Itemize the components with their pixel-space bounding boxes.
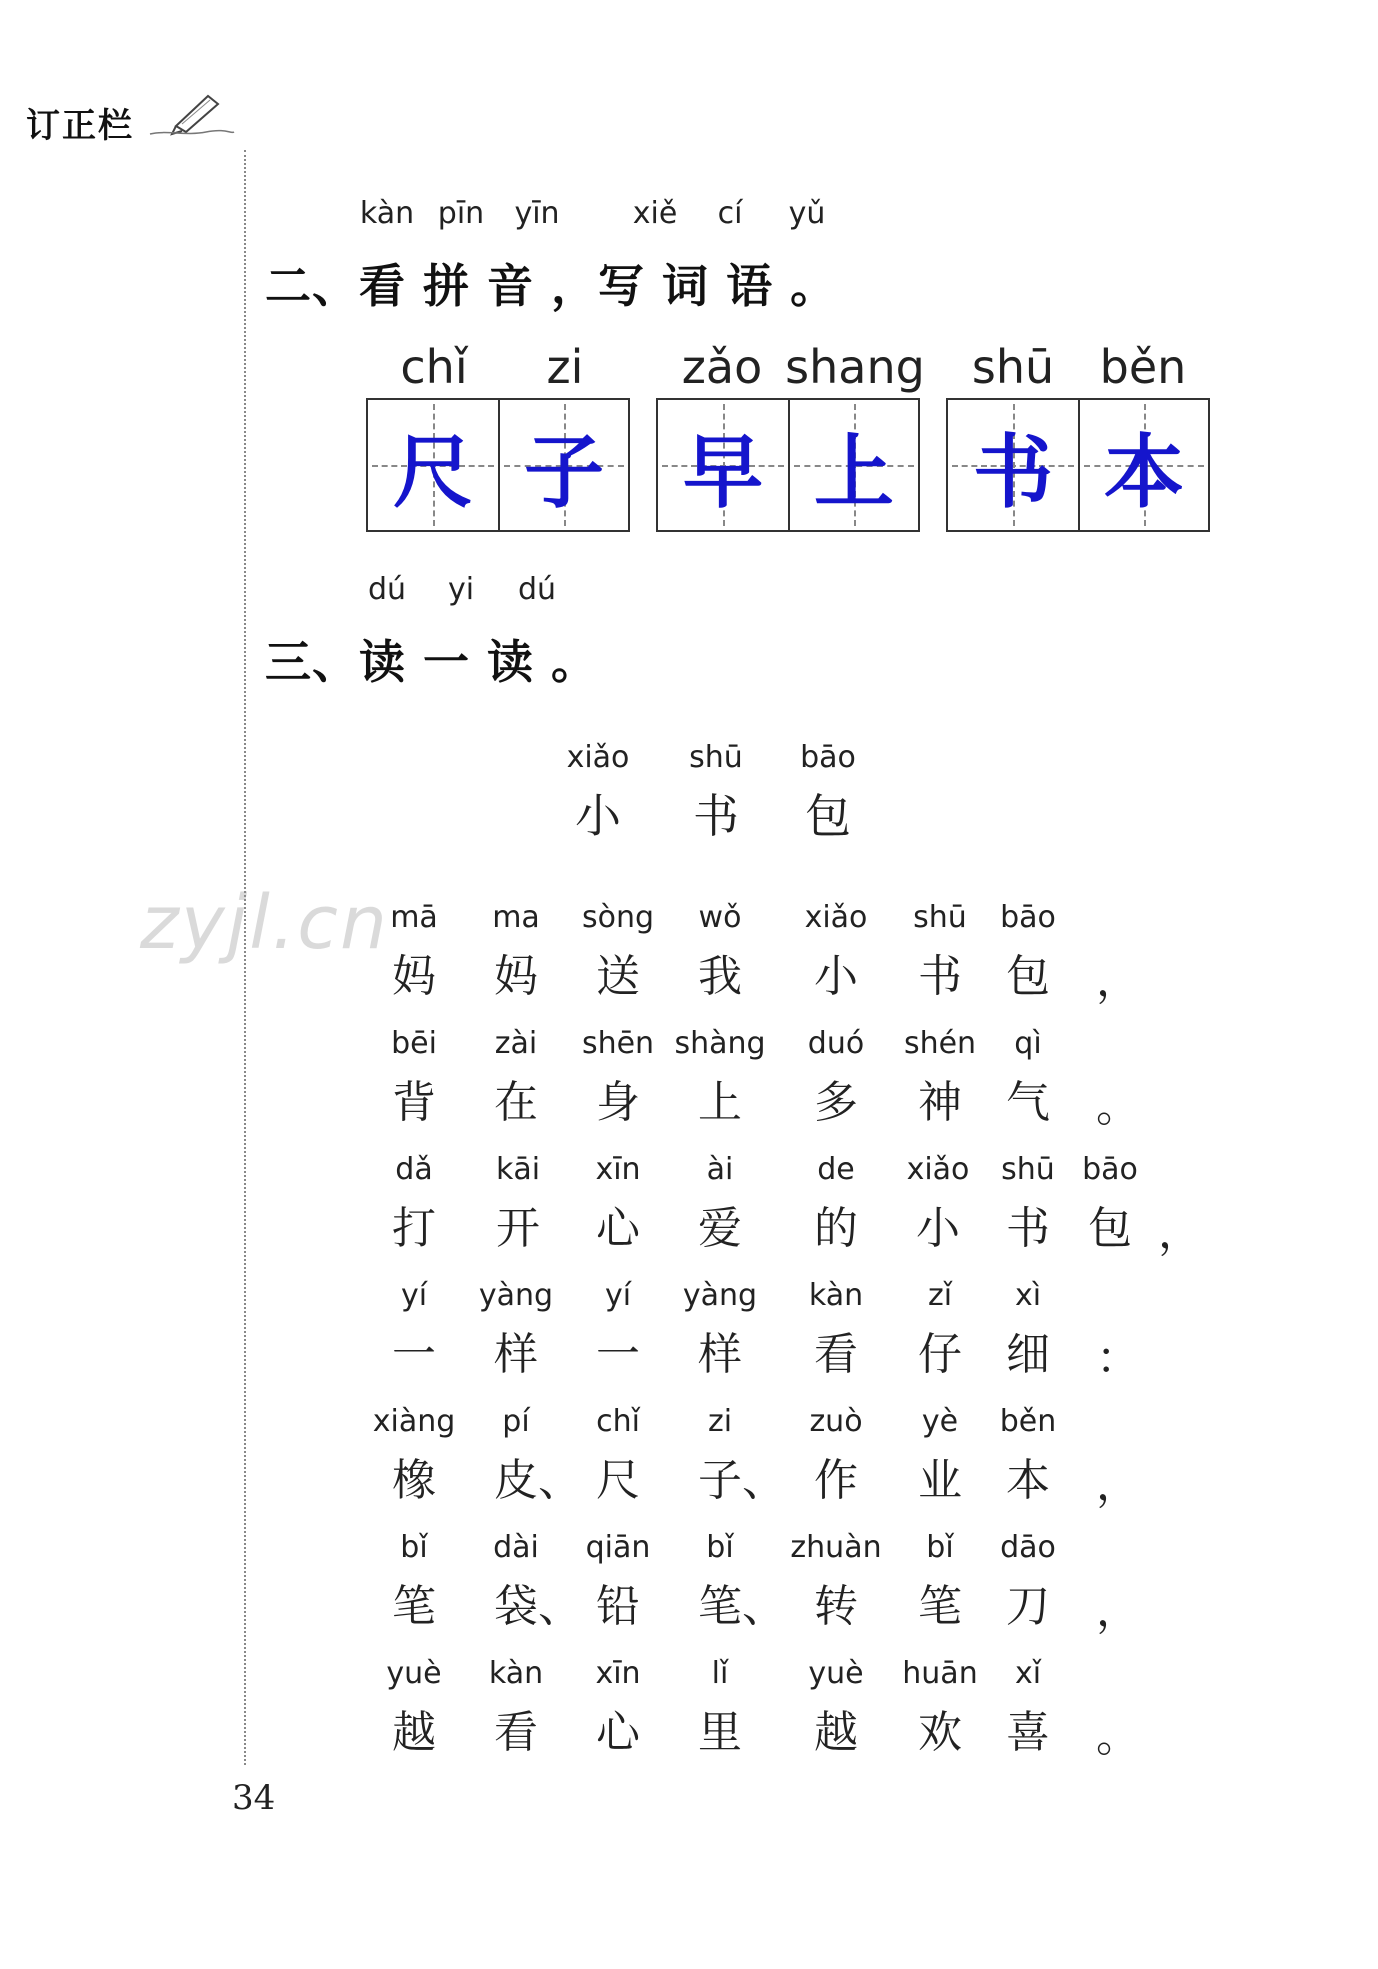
word-pinyin: chǐ [400,340,468,394]
poem-char: 小 [916,1203,960,1254]
poem-pinyin: mā [390,900,438,935]
poem-pinyin: yuè [386,1656,442,1691]
poem-char: 我 [698,951,742,1002]
grid-cell [658,400,788,530]
poem-pinyin: xīn [595,1656,641,1691]
heading-pinyin: yi [447,572,475,607]
grid-char: 尺 [393,424,473,519]
poem-pinyin: chǐ [596,1404,640,1439]
poem-pinyin: xiǎo [804,900,868,935]
poem-punctuation: ， [1096,1585,1140,1636]
poem-char: 气 [1006,1077,1050,1128]
poem-pinyin: bǐ [926,1530,954,1565]
poem-pinyin: ài [706,1152,734,1187]
poem-pinyin: de [817,1152,855,1187]
section-3-heading [265,572,598,692]
poem-pinyin: xīn [595,1152,641,1187]
poem-pinyin: dài [493,1530,539,1565]
poem-pinyin: dāo [1000,1530,1056,1565]
poem-pinyin: ma [492,900,540,935]
writing-grid [946,398,1210,532]
poem-char: 笔 [392,1581,436,1632]
poem-char: 开 [496,1203,540,1254]
grid-cell [498,400,628,530]
poem-char: 书 [918,951,962,1002]
poem-pinyin: bēi [391,1026,437,1061]
poem-punctuation: ， [1096,1459,1140,1510]
word-pinyin: zi [546,340,584,394]
poem-pinyin: shén [903,1026,977,1061]
poem-char: 包 [1006,951,1050,1002]
poem-pinyin: bāo [1082,1152,1138,1187]
poem-pinyin: kàn [808,1278,864,1313]
poem-char: 笔、 [698,1581,786,1632]
poem-pinyin: pí [502,1404,530,1439]
poem-char: 喜 [1006,1707,1050,1758]
poem-pinyin: zhuàn [790,1530,882,1565]
grid-char: 书 [973,424,1053,519]
poem-punctuation: ： [1096,1333,1140,1384]
poem-pinyin: qiān [585,1530,651,1565]
grid-char: 本 [1104,424,1184,519]
poem-char: 刀 [1006,1581,1050,1632]
heading-pinyin: dú [367,572,407,607]
poem-pinyin: yàng [682,1278,758,1313]
poem-pinyin: xiàng [372,1404,456,1439]
poem-pinyin: kàn [488,1656,544,1691]
poem-title-char: 书 [693,789,739,843]
heading-pinyin: yǔ [788,196,826,231]
poem-char: 书 [1006,1203,1050,1254]
pencil-icon [146,86,236,136]
poem-pinyin: zi [707,1404,733,1439]
writing-grid [366,398,630,532]
poem-char: 欢 [918,1707,962,1758]
poem-char: 越 [814,1707,858,1758]
grid-char: 早 [683,424,763,519]
section-2-heading [265,196,837,316]
poem-char: 小 [814,951,858,1002]
poem-pinyin: shū [1001,1152,1055,1187]
poem-char: 转 [814,1581,858,1632]
poem-char: 尺 [596,1455,640,1506]
poem-pinyin: xǐ [1014,1656,1042,1691]
poem-pinyin: yàng [478,1278,554,1313]
grid-cell [1078,400,1208,530]
heading-pinyin: yīn [514,196,560,231]
poem-pinyin: qì [1014,1026,1042,1061]
poem-pinyin: yè [921,1404,959,1439]
poem-char: 在 [494,1077,538,1128]
poem-char: 一 [596,1329,640,1380]
grid-cell [948,400,1078,530]
poem-char: 皮、 [494,1455,582,1506]
poem-char: 样 [698,1329,742,1380]
grid-cell [788,400,918,530]
poem-char: 多 [814,1077,858,1128]
poem-pinyin: bǐ [400,1530,428,1565]
heading-pinyin: dú [517,572,557,607]
poem-char: 越 [392,1707,436,1758]
poem-char: 背 [392,1077,436,1128]
poem-punctuation: 。 [1096,1081,1140,1132]
poem-punctuation: ， [1158,1207,1202,1258]
poem-pinyin: xiǎo [906,1152,970,1187]
word-pinyin: shū [971,340,1055,394]
page-number: 34 [232,1778,276,1818]
poem-char: 仔 [918,1329,962,1380]
poem-pinyin: lǐ [711,1656,729,1691]
word-pinyin: běn [1099,340,1187,394]
poem-title-char: 包 [805,789,851,843]
poem-char: 妈 [494,951,538,1002]
heading-pinyin: cí [717,196,743,231]
heading-pinyin: kàn [359,196,415,231]
poem-pinyin: wǒ [698,900,742,935]
poem-pinyin: běn [999,1404,1057,1439]
poem-char: 业 [918,1455,962,1506]
poem-char: 样 [494,1329,538,1380]
poem-pinyin: duó [807,1026,865,1061]
poem-pinyin: sòng [581,900,655,935]
poem-pinyin: xì [1014,1278,1042,1313]
poem-pinyin: zuò [809,1404,863,1439]
poem-pinyin: yuè [808,1656,864,1691]
poem-pinyin: zǐ [927,1278,953,1313]
poem-char: 的 [814,1203,858,1254]
poem-char: 包 [1088,1203,1132,1254]
poem-title-pinyin: shū [689,740,743,775]
poem-title-char: 小 [575,789,621,843]
poem-char: 铅 [596,1581,640,1632]
poem-char: 身 [596,1077,640,1128]
poem-char: 妈 [392,951,436,1002]
poem-char: 橡 [392,1455,436,1506]
poem-title-pinyin: xiǎo [566,740,630,775]
poem-char: 笔 [918,1581,962,1632]
poem-char: 看 [494,1707,538,1758]
watermark: zyjl.cn [140,880,389,966]
poem-pinyin: yí [604,1278,632,1313]
poem-pinyin: bāo [1000,900,1056,935]
word-pinyin: shang [785,340,925,394]
poem-char: 子、 [698,1455,786,1506]
poem-punctuation: 。 [1096,1711,1140,1762]
poem-pinyin: shēn [581,1026,655,1061]
poem-pinyin: zài [494,1026,538,1061]
poem-char: 一 [392,1329,436,1380]
poem-char: 袋、 [494,1581,582,1632]
poem-char: 心 [596,1707,640,1758]
poem-pinyin: shàng [674,1026,766,1061]
grid-char: 上 [814,424,894,519]
poem-char: 上 [698,1077,742,1128]
poem-pinyin: bǐ [706,1530,734,1565]
writing-grid [656,398,920,532]
poem-pinyin: kāi [495,1152,541,1187]
section-2-title: 二、看 拼 音 ，写 词 语 。 [265,259,838,313]
poem-char: 心 [596,1203,640,1254]
poem-char: 看 [814,1329,858,1380]
poem-title-pinyin: bāo [800,740,856,775]
poem-pinyin: yí [400,1278,428,1313]
heading-pinyin: xiě [632,196,678,231]
poem-char: 打 [392,1203,436,1254]
section-3-title: 三、读 一 读 。 [265,635,599,689]
poem-char: 本 [1006,1455,1050,1506]
poem-pinyin: shū [913,900,967,935]
poem-pinyin: dǎ [395,1152,433,1187]
poem-char: 爱 [698,1203,742,1254]
poem-pinyin: huān [902,1656,978,1691]
grid-char: 子 [524,424,604,519]
poem-punctuation: ， [1096,955,1140,1006]
grid-cell [368,400,498,530]
poem-char: 里 [698,1707,742,1758]
correction-column-label: 订正栏 [26,106,134,146]
heading-pinyin: pīn [437,196,485,231]
poem-char: 细 [1006,1329,1050,1380]
word-pinyin: zǎo [681,340,763,394]
poem-char: 神 [918,1077,962,1128]
poem-char: 作 [814,1455,858,1506]
poem-char: 送 [596,951,640,1002]
